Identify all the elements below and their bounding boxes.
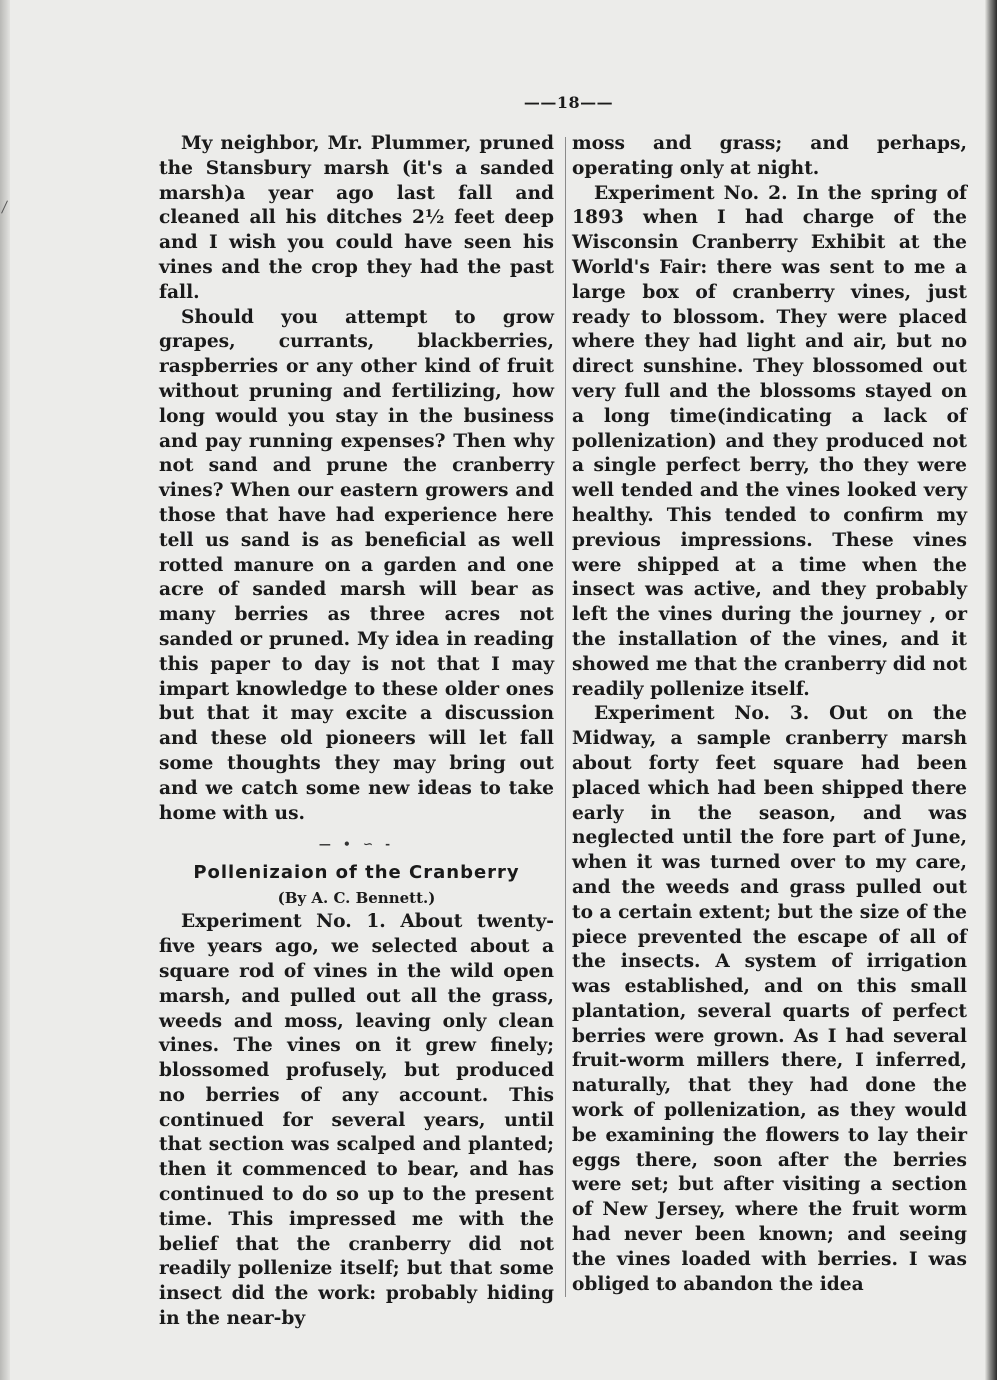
paragraph-experiment-2: Experiment No. 2. In the spring of 1893 when I had charge of the Wisconsin Cranberry Exhibit at the World's Fair: there was sent to me a large box of cranberry vines, just ready to blossom. They were placed where they had light and air, but no direct sunshine. They blossomed out very full and the blossoms stayed on a long time(indicating a lack of pollenization) and they produced not a single perfect berry, tho they were well tended and the vines looked very healthy. This tended to confirm my previous impressions. These vines were shipped at a time when the insect was active, and they probably left the vines during the journey , or the installation of the vines, and it showed me that the cranberry did not readily pollenize itself. xyxy=(572,182,967,700)
paragraph-pruning: Should you attempt to grow grapes, currants, blackberries, raspberries or any other kind of fruit without pruning and fertilizing, how long would you stay in the business and pay running expenses? Then why not sand and prune the cranberry vines? When our eastern growers and those that have had experience here tell us sand is as beneficial as well rotted manure on a garden and one acre of sanded marsh will bear as many berries as three acres not sanded or pruned. My idea in reading this paper to day is not that I may impart knowledge to these older ones but that it may excite a discussion and these old pioneers will let fall some thoughts they may bring out and we catch some new ideas to take home with us. xyxy=(159,306,554,824)
page-number: ——18—— xyxy=(523,93,614,112)
paragraph-experiment-3: Experiment No. 3. Out on the Midway, a sample cranberry marsh about forty feet square had been placed which had been shipped there early in the season, and was neglected until the fore part of June, when it was turned over to my care, and the weeds and grass pulled out to a certain extent; but the size of the piece prevented the escape of all of the insects. A system of irrigation was established, and on this small plantation, several quarts of perfect berries were grown. As I had several fruit-worm millers there, I inferred, naturally, that they had done the work of pollenization, as they would be examining the flowers to lay their eggs there, soon after the berries were set; but after visiting a section of New Jersey, where the fruit worm had never been known; and seeing the vines loaded with berries. I was obliged to abandon the idea xyxy=(572,703,967,1295)
paragraph-continuation: moss and grass; and perhaps, operating only at night. xyxy=(572,133,967,179)
right-column xyxy=(572,132,967,1297)
left-column xyxy=(159,132,554,1332)
column-divider xyxy=(565,137,566,1297)
article-title: Pollenizaion of the Cranberry xyxy=(193,862,520,884)
article-byline: (By A. C. Bennett.) xyxy=(277,889,436,908)
page-edge-right xyxy=(985,0,997,1380)
paragraph-experiment-1: Experiment No. 1. About twenty-five years ago, we selected about a square rod of vines in the wild open marsh, and pulled out all the grass, weeds and moss, leaving only clean vines. The vines on it grew finely; blossomed profusely, but produced no berries of any account. This continued for several years, until that section was scalped and planted; then it commenced to bear, and has continued to do so up to the present time. This impressed me with the belief that the cranberry did not readily pollenize itself; but that some insect did the work: probably hiding in the near-by xyxy=(159,911,554,1330)
paragraph-plummer: My neighbor, Mr. Plummer, pruned the Stansbury marsh (it's a sanded marsh)a year ago last fall and cleaned all his ditches 2½ feet deep and I wish you could have seen his vines and the crop they had the past fall. xyxy=(159,133,554,303)
section-ornament: — • ∽ - xyxy=(318,837,395,852)
